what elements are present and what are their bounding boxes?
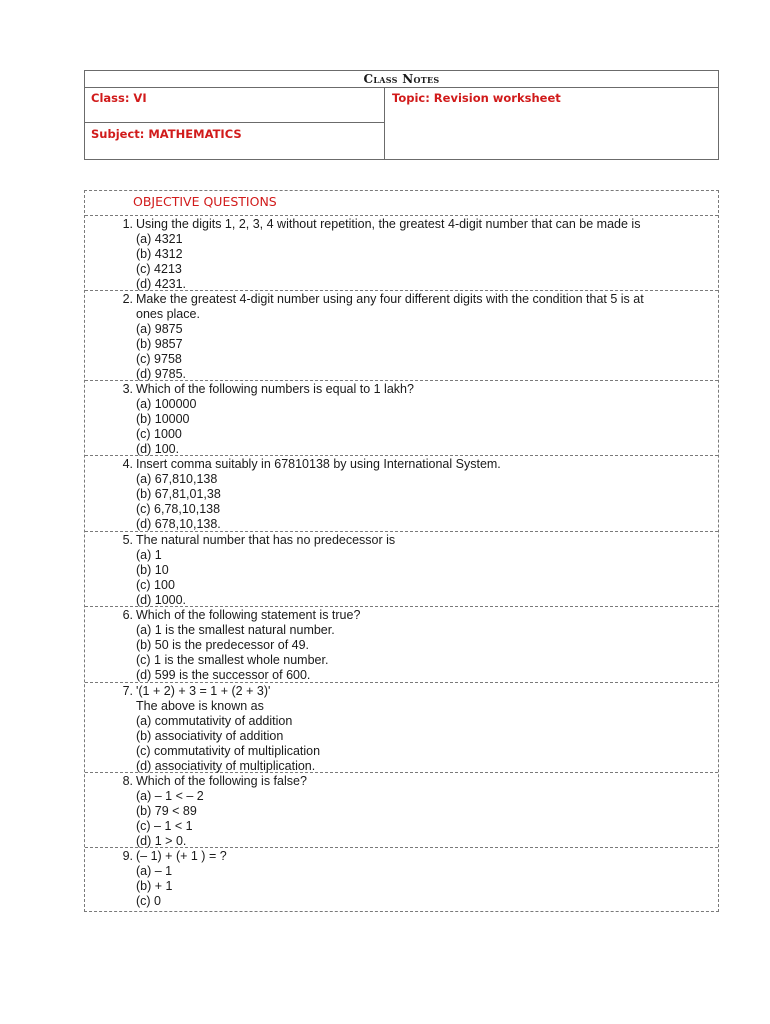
answer-option: (b) 10000 xyxy=(136,412,190,426)
class-label: Class: VI xyxy=(85,88,384,123)
answer-option: (a) commutativity of addition xyxy=(136,714,293,728)
question-body xyxy=(85,216,718,292)
question-text: Insert comma suitably in 67810138 by using International System. xyxy=(136,457,501,471)
section-heading: OBJECTIVE QUESTIONS xyxy=(85,191,718,216)
question-text: Which of the following numbers is equal to 1 lakh? xyxy=(136,382,414,396)
answer-option: (a) – 1 < – 2 xyxy=(136,789,204,803)
questions-table xyxy=(84,190,719,912)
answer-option: (a) 67,810,138 xyxy=(136,472,218,486)
answer-option: (b) 9857 xyxy=(136,337,183,351)
answer-option: (d) 678,10,138. xyxy=(136,517,221,531)
answer-option: (d) associativity of multiplication. xyxy=(136,759,316,773)
header-grid xyxy=(85,88,718,159)
question-text: Make the greatest 4-digit number using any four different digits with the condition that 5 is at xyxy=(136,292,644,306)
answer-option: (d) 1 > 0. xyxy=(136,834,187,848)
answer-option: (a) 1 xyxy=(136,548,162,562)
answer-option: (c) 9758 xyxy=(136,352,182,366)
question-body xyxy=(85,607,718,683)
question-text: '(1 + 2) + 3 = 1 + (2 + 3)' xyxy=(136,684,271,698)
answer-option: (b) 50 is the predecessor of 49. xyxy=(136,638,310,652)
answer-option: (c) 4213 xyxy=(136,262,182,276)
question-text: ones place. xyxy=(136,307,200,321)
answer-option: (b) 79 < 89 xyxy=(136,804,197,818)
question-row xyxy=(85,607,718,683)
question-row xyxy=(85,532,718,607)
answer-option: (d) 1000. xyxy=(136,593,187,607)
answer-option: (a) 9875 xyxy=(136,322,183,336)
question-text: The above is known as xyxy=(136,699,264,713)
question-number: 1. xyxy=(122,217,133,231)
question-number: 4. xyxy=(122,457,133,471)
question-number: 6. xyxy=(122,608,133,622)
answer-option: (b) 10 xyxy=(136,563,169,577)
topic-label: Topic: Revision worksheet xyxy=(392,91,561,105)
answer-option: (a) – 1 xyxy=(136,864,173,878)
question-number: 9. xyxy=(122,849,133,863)
answer-option: (b) 4312 xyxy=(136,247,183,261)
question-row xyxy=(85,683,718,773)
answer-option: (c) 6,78,10,138 xyxy=(136,502,221,516)
answer-option: (c) 1 is the smallest whole number. xyxy=(136,653,329,667)
question-text: (– 1) + (+ 1 ) = ? xyxy=(136,849,227,863)
question-text: Which of the following statement is true? xyxy=(136,608,361,622)
question-text: Using the digits 1, 2, 3, 4 without repetition, the greatest 4-digit number that can be made is xyxy=(136,217,641,231)
question-row xyxy=(85,216,718,291)
question-body xyxy=(85,683,718,774)
answer-option: (b) 67,81,01,38 xyxy=(136,487,221,501)
answer-option: (c) 1000 xyxy=(136,427,182,441)
answer-option: (d) 4231. xyxy=(136,277,187,291)
question-number: 7. xyxy=(122,684,133,698)
question-number: 5. xyxy=(122,533,133,547)
question-number: 3. xyxy=(122,382,133,396)
question-text: Which of the following is false? xyxy=(136,774,307,788)
answer-option: (c) commutativity of multiplication xyxy=(136,744,321,758)
question-body xyxy=(85,291,718,382)
answer-option: (c) 100 xyxy=(136,578,175,592)
question-body xyxy=(85,456,718,532)
question-body xyxy=(85,773,718,849)
question-number: 8. xyxy=(122,774,133,788)
question-number: 2. xyxy=(122,292,133,306)
header-right-column xyxy=(385,88,718,159)
answer-option: (c) – 1 < 1 xyxy=(136,819,193,833)
answer-option: (d) 100. xyxy=(136,442,180,456)
page-title: Class Notes xyxy=(85,71,718,88)
answer-option: (a) 4321 xyxy=(136,232,183,246)
question-text: The natural number that has no predecessor is xyxy=(136,533,396,547)
question-list xyxy=(85,216,718,912)
answer-option: (d) 599 is the successor of 600. xyxy=(136,668,311,682)
question-body xyxy=(85,381,718,457)
answer-option: (b) associativity of addition xyxy=(136,729,284,743)
subject-label: Subject: MATHEMATICS xyxy=(91,127,242,141)
question-row xyxy=(85,848,718,912)
question-row xyxy=(85,456,718,532)
answer-option: (a) 100000 xyxy=(136,397,197,411)
answer-option: (a) 1 is the smallest natural number. xyxy=(136,623,335,637)
question-body xyxy=(85,532,718,608)
answer-option: (d) 9785. xyxy=(136,367,187,381)
answer-option: (c) 0 xyxy=(136,894,161,908)
question-body xyxy=(85,848,718,909)
question-row xyxy=(85,291,718,381)
question-row xyxy=(85,381,718,456)
header-table xyxy=(84,70,719,160)
header-left-column xyxy=(85,88,385,159)
question-row xyxy=(85,773,718,848)
answer-option: (b) + 1 xyxy=(136,879,173,893)
